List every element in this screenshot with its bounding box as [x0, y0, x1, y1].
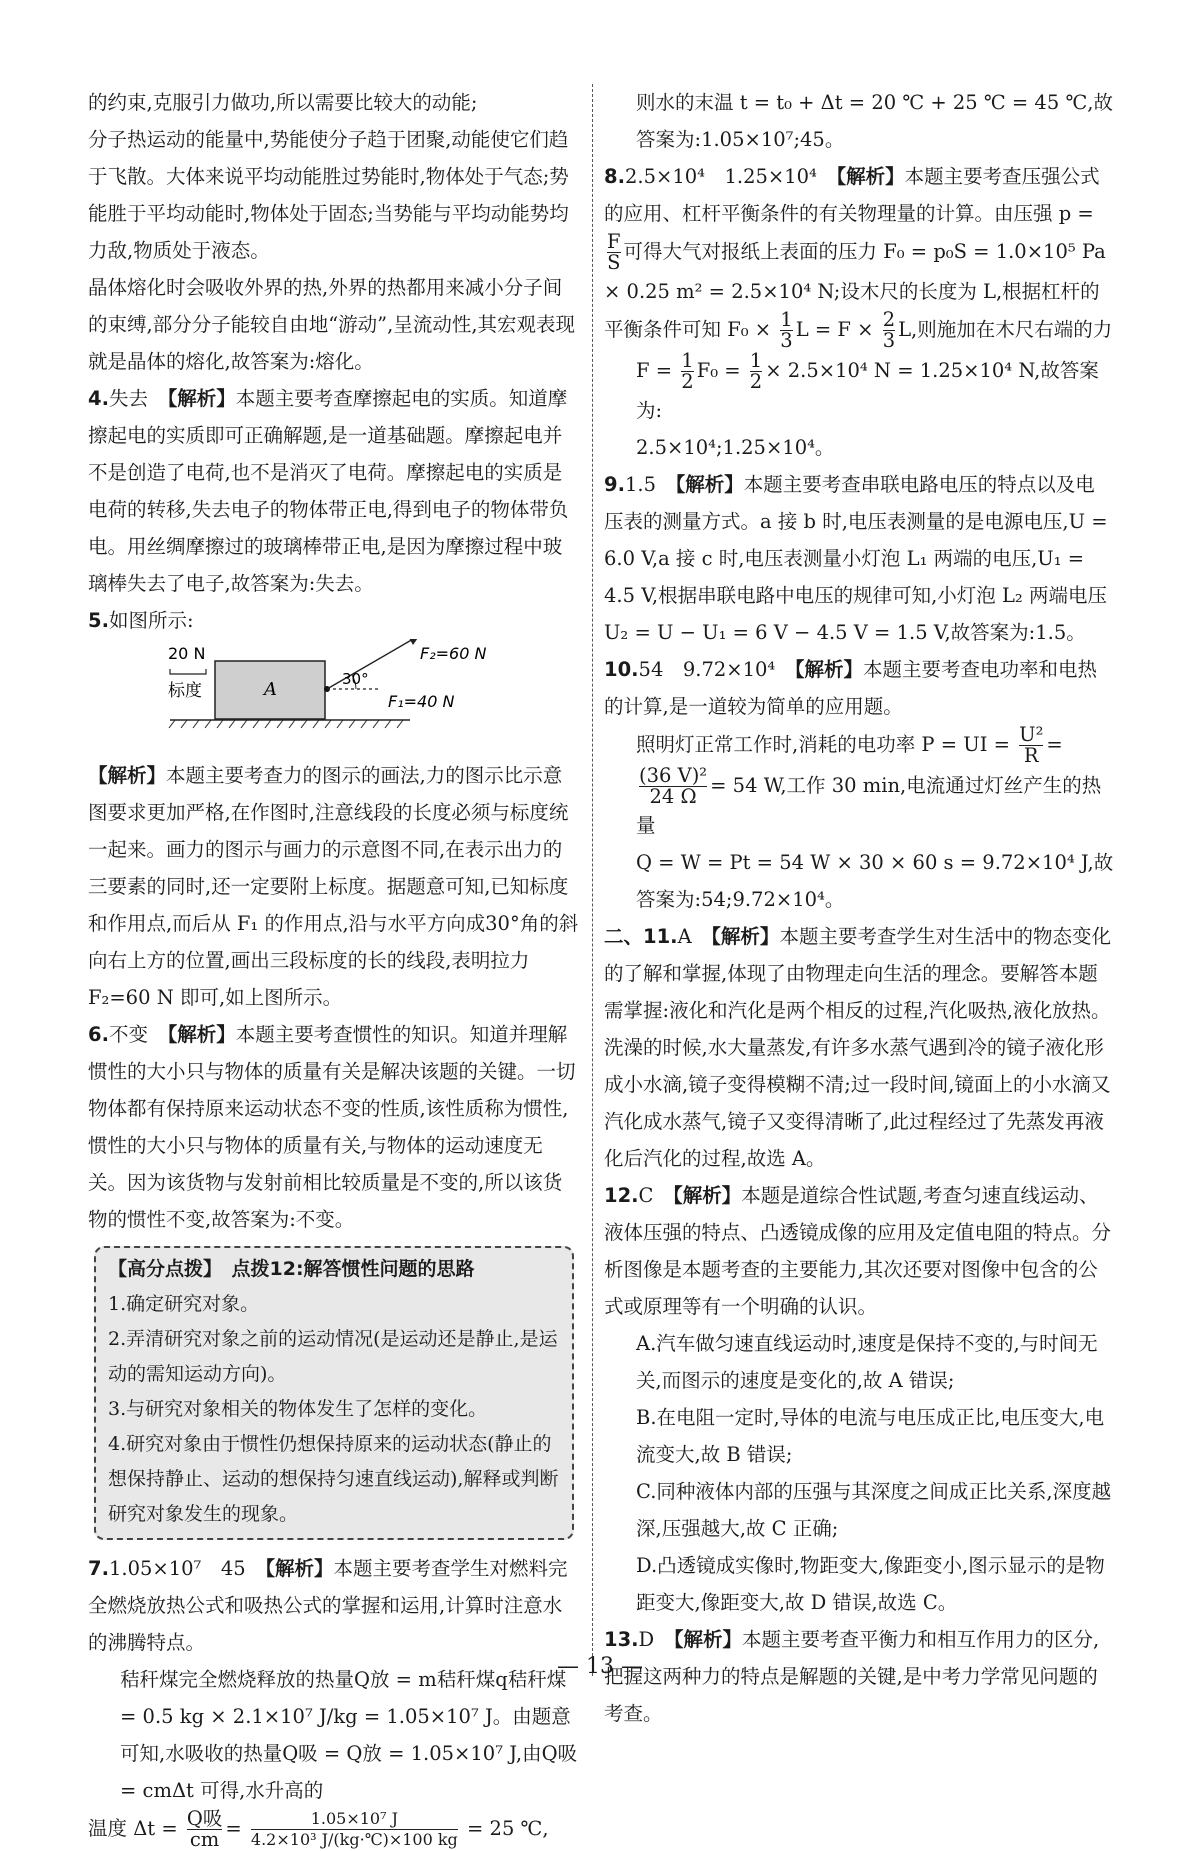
- page-number: — 13 —: [557, 1654, 643, 1679]
- fraction: $\frac{\text{Q吸}}{cm}$: [186, 1807, 223, 1851]
- answer-4: 4.失去 【解析】本题主要考查摩擦起电的实质。知道摩擦起电的实质即可正确解题,是一道基础题。摩擦起电并不是创造了电荷,也不是消灭了电荷。摩擦起电的实质是电荷的转移,失去电子的物体带正电,得到电子的物体带负电。用丝绸摩擦过的玻璃棒带正电,是因为摩擦过程中玻璃棒失去了电子,故答案为:失去。: [88, 387, 569, 595]
- tip-title: 【高分点拨】 点拨12:解答惯性问题的思路: [108, 1258, 475, 1280]
- option-d: D.凸透镜成实像时,物距变大,像距变小,图示显示的是物距变大,像距变大,故 D 错误,故选 C。: [636, 1554, 1105, 1614]
- answer-5-analysis: 【解析】本题主要考查力的图示的画法,力的图示比示意图要求更加严格,在作图时,注意线段的长度必须与标度统一起来。画力的图示与画力的示意图不同,在表示出力的三要素的同时,还一定要附上标度。据题意可知,已知标度和作用点,而后从 F₁ 的作用点,沿与水平方向成30°角的斜向右上方的位置,画出三段标度的长的线段,表明拉力 F₂=60 N 即可,如上图所示。: [88, 764, 579, 1009]
- answer-9: 9.1.5 【解析】本题主要考查串联电路电压的特点以及电压表的测量方式。a 接 b 时,电压表测量的是电源电压,U = 6.0 V,a 接 c 时,电压表测量小灯泡 L₁ 两端的电压,U₁ = 4.5 V,根据串联电路中电压的规律可知,小灯泡 L₂ 两端电压 U₂ = U − U₁ = 6 V − 4.5 V = 1.5 V,故答案为:1.5。: [604, 473, 1108, 644]
- answer-12: 12.C 【解析】本题是道综合性试题,考查匀速直线运动、液体压强的特点、凸透镜成像的应用及定值电阻的特点。分析图像是本题考查的主要能力,其次还要对图像中包含的公式或原理等有一个明确的认识。: [604, 1184, 1112, 1318]
- left-column: [88, 84, 580, 1850]
- fraction: $\frac{1}{2}$: [749, 349, 763, 393]
- tip-item: 2.弄清研究对象之前的运动情况(是运动还是静止,是运动的需知运动方向)。: [108, 1328, 558, 1385]
- scale-value: 20 N: [168, 644, 206, 663]
- analysis-tag: 【解析】: [673, 1628, 742, 1651]
- force-diagram: [120, 639, 580, 757]
- answer-value: D: [638, 1628, 655, 1651]
- angle-label: 30°: [342, 670, 369, 688]
- f2-arrow: [327, 639, 420, 689]
- answer-8: 8.2.5×10⁴ 1.25×10⁴ 【解析】本题主要考查压强公式的应用、杠杆平衡条件的有关物理量的计算。由压强 p = $\frac{F}{S}$ 可得大气对报纸上表面的压力 F₀ = p₀S = 1.0×10⁵ Pa × 0.25 m² = 2.5×10⁴ N;设木尺的长度为 L,根据杠杆的平衡条件可知 F₀ × $\frac{1}{3}$ L = F × $\frac{2}{3}$ L,则施加在木尺右端的力: [604, 165, 1113, 352]
- fraction: $\frac{\text{U²}}{R}$: [1019, 723, 1044, 767]
- f1-label: F₁=40 N: [388, 692, 455, 711]
- column-divider: [592, 84, 593, 1676]
- fraction: $\frac{F}{S}$: [607, 230, 621, 274]
- tip-item: 1.确定研究对象。: [108, 1293, 260, 1315]
- answer-value: C: [638, 1184, 654, 1207]
- option-b: B.在电阻一定时,导体的电流与电压成正比,电压变大,电流变大,故 B 错误;: [636, 1406, 1105, 1466]
- analysis-tag: 【解析】: [88, 764, 167, 787]
- paragraph: 的约束,克服引力做功,所以需要比较大的动能;: [88, 91, 478, 114]
- analysis-tag: 【解析】: [836, 165, 905, 188]
- analysis-tag: 【解析】: [711, 925, 780, 948]
- analysis-tag: 【解析】: [167, 387, 236, 410]
- answer-value: 1.05×10⁷ 45: [108, 1557, 246, 1580]
- option-c: C.同种液体内部的压强与其深度之间成正比关系,深度越深,压强越大,故 C 正确;: [636, 1480, 1112, 1540]
- answer-value: 失去: [108, 387, 148, 410]
- tip-box: [94, 1246, 574, 1540]
- answer-value: 不变: [108, 1023, 148, 1046]
- paragraph: 2.5×10⁴;1.25×10⁴。: [636, 436, 835, 459]
- answer-13: 13.D 【解析】本题主要考查平衡力和相互作用力的区分,把握这两种力的特点是解题的关键,是中考力学常见问题的考查。: [604, 1628, 1100, 1725]
- fraction: $\frac{2}{3}$: [882, 308, 896, 352]
- option-a: A.汽车做匀速直线运动时,速度是保持不变的,与时间无关,而图示的速度是变化的,故 A 错误;: [636, 1332, 1098, 1392]
- fraction: $\frac{\text{(36 V)²}}{24 \Omega}$: [639, 764, 708, 808]
- analysis-tag: 【解析】: [167, 1023, 236, 1046]
- scale-bar: [170, 669, 206, 674]
- f2-label: F₂=60 N: [420, 644, 487, 663]
- analysis-tag: 【解析】: [794, 658, 864, 681]
- analysis-tag: 【解析】: [265, 1557, 334, 1580]
- fraction: $\frac{1}{3}$: [780, 308, 793, 352]
- ground-hatch: [169, 720, 403, 728]
- answer-10: 10.54 9.72×10⁴ 【解析】本题主要考查电功率和电热的计算,是一道较为简单的应用题。: [604, 658, 1098, 718]
- tip-item: 4.研究对象由于惯性仍想保持原来的运动状态(静止的想保持静止、运动的想保持匀速直线运动),解释或判断研究对象发生的现象。: [108, 1433, 559, 1525]
- force-diagram-svg: [120, 639, 540, 757]
- analysis-tag: 【解析】: [672, 1184, 742, 1207]
- paragraph: Q = W = Pt = 54 W × 30 × 60 s = 9.72×10⁴ J,故答案为:54;9.72×10⁴。: [636, 851, 1114, 911]
- paragraph: 分子热运动的能量中,势能使分子趋于团聚,动能使它们趋于飞散。大体来说平均动能胜过势能时,物体处于气态;势能胜于平均动能时,物体处于固态;当势能与平均动能势均力敌,物质处于液态。: [88, 128, 569, 262]
- answer-11: 二、11.A 【解析】本题主要考查学生对生活中的物态变化的了解和掌握,体现了由物理走向生活的理念。要解答本题需掌握:液化和汽化是两个相反的过程,汽化吸热,液化放热。洗澡的时候,水大量蒸发,有许多水蒸气遇到冷的镜子液化形成小水滴,镜子变得模糊不清;过一段时间,镜面上的小水滴又汽化成水蒸气,镜子又变得清晰了,此过程经过了先蒸发再液化后汽化的过程,故选 A。: [604, 925, 1111, 1170]
- fraction: $\frac{\text{1.05×10⁷ J}}{\text{4.2×10³ J/(kg·℃)×100 kg}}$: [250, 1809, 458, 1849]
- formula-line: F = $\frac{1}{2}$ F₀ = $\frac{1}{2}$ × 2.5×10⁴ N = 1.25×10⁴ N,故答案为:: [636, 349, 1099, 422]
- tip-item: 3.与研究对象相关的物体发生了怎样的变化。: [108, 1398, 488, 1420]
- scale-label: 标度: [168, 681, 202, 701]
- analysis-tag: 【解析】: [675, 473, 744, 496]
- paragraph: 秸秆煤完全燃烧释放的热量Q放 = m秸秆煤q秸秆煤 = 0.5 kg × 2.1×10⁷ J/kg = 1.05×10⁷ J。由题意可知,水吸收的热量Q吸 = Q放 = 1.05×10⁷ J,由Q吸 = cmΔt 可得,水升高的: [120, 1668, 578, 1802]
- answer-6: 6.不变 【解析】本题主要考查惯性的知识。知道并理解惯性的大小只与物体的质量有关是解决该题的关键。一切物体都有保持原来运动状态不变的性质,该性质称为惯性,惯性的大小只与物体的质量有关,与物体的运动速度无关。因为该货物与发射前相比较质量是不变的,所以该货物的惯性不变,故答案为:不变。: [88, 1023, 576, 1231]
- answer-value: A: [677, 925, 692, 948]
- paragraph: 则水的末温 t = t₀ + Δt = 20 ℃ + 25 ℃ = 45 ℃,故答案为:1.05×10⁷;45。: [636, 91, 1113, 151]
- answer-5: 5.如图所示:: [88, 609, 194, 632]
- f2-arrowhead: [409, 639, 420, 645]
- formula-line: 照明灯正常工作时,消耗的电功率 P = UI = $\frac{\text{U²}}{R}$ = $\frac{\text{(36 V)²}}{24 \Omega}$ = 54 W,工作 30 min,电流通过灯丝产生的热量: [636, 723, 1102, 837]
- answer-value: 1.5: [624, 473, 656, 496]
- section-number: 二、: [604, 925, 644, 948]
- block-label: A: [264, 679, 277, 700]
- answer-7: 7.1.05×10⁷ 45 【解析】本题主要考查学生对燃料完全燃烧放热公式和吸热公式的掌握和运用,计算时注意水的沸腾特点。: [88, 1557, 568, 1654]
- formula-line: 温度 Δt = $\frac{\text{Q吸}}{cm}$ = $\frac{\text{1.05×10⁷ J}}{\text{4.2×10³ J/(kg·℃)×100 kg}}$ = 25 ℃,: [88, 1807, 549, 1851]
- answer-value: 2.5×10⁴ 1.25×10⁴: [624, 165, 817, 188]
- fraction: $\frac{1}{2}$: [681, 349, 694, 393]
- answer-value: 54 9.72×10⁴: [638, 658, 776, 681]
- paragraph: 晶体熔化时会吸收外界的热,外界的热都用来减小分子间的束缚,部分分子能较自由地“游动”,呈流动性,其宏观表现就是晶体的熔化,故答案为:熔化。: [88, 276, 576, 373]
- right-column: [604, 84, 1114, 1732]
